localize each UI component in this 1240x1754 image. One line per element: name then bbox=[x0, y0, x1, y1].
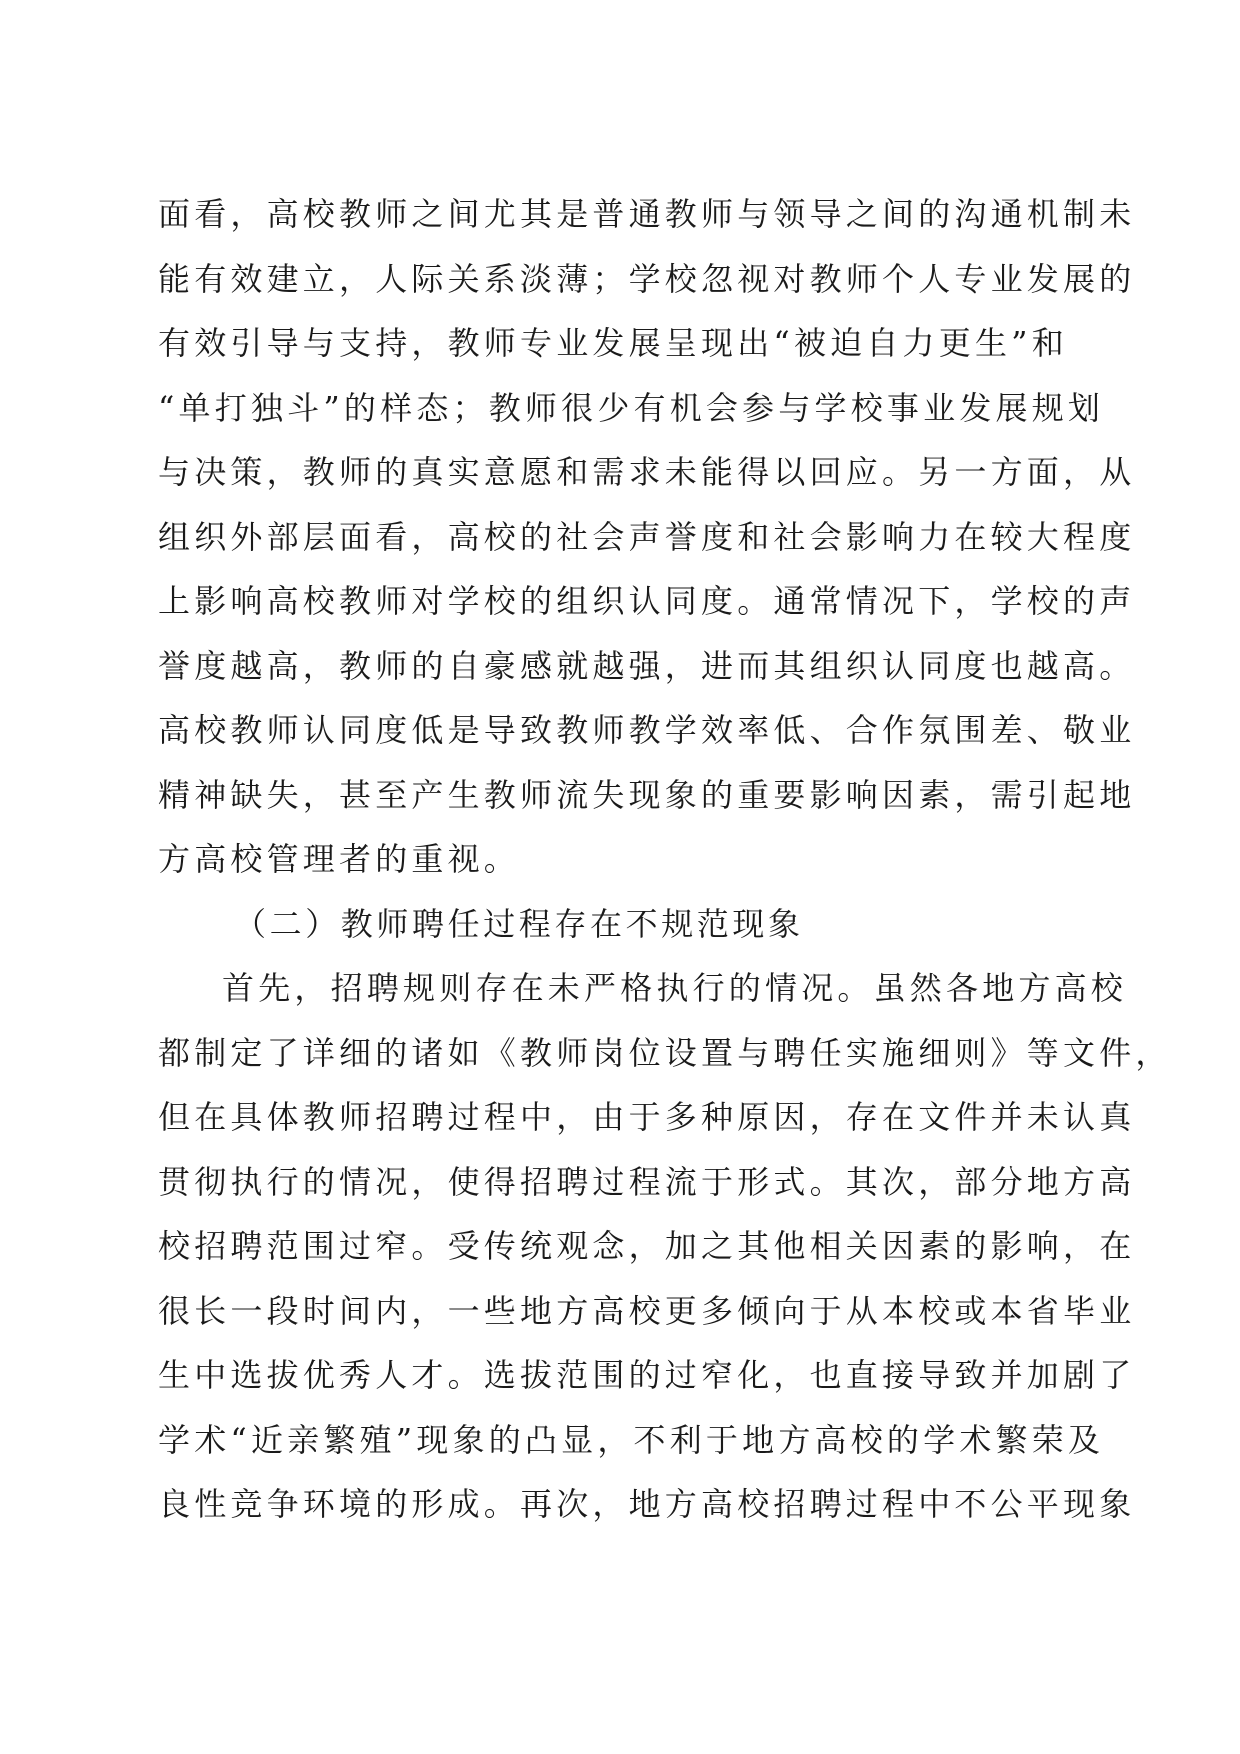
paragraph-line: 首先，招聘规则存在未严格执行的情况。虽然各地方高校 bbox=[222, 969, 1128, 1007]
paragraph-line: 能有效建立，人际关系淡薄；学校忽视对教师个人专业发展的 bbox=[158, 259, 1136, 298]
paragraph-line: 贯彻执行的情况，使得招聘过程流于形式。其次，部分地方高 bbox=[158, 1162, 1136, 1201]
paragraph-line: 有效引导与支持，教师专业发展呈现出“被迫自力更生”和 bbox=[158, 324, 1068, 362]
paragraph-line: 生中选拔优秀人才。选拔范围的过窄化，也直接导致并加剧了 bbox=[158, 1356, 1136, 1394]
paragraph-line: 高校教师认同度低是导致教师教学效率低、合作氛围差、敬业 bbox=[158, 711, 1136, 749]
paragraph-line: 校招聘范围过窄。受传统观念，加之其他相关因素的影响，在 bbox=[158, 1227, 1136, 1265]
paragraph-line: 组织外部层面看，高校的社会声誉度和社会影响力在较大程度 bbox=[158, 517, 1136, 556]
paragraph-line: 都制定了详细的诸如《教师岗位设置与聘任实施细则》等文件， bbox=[158, 1033, 1172, 1072]
paragraph-line: 面看，高校教师之间尤其是普通教师与领导之间的沟通机制未 bbox=[158, 195, 1136, 233]
section-heading: （二）教师聘任过程存在不规范现象 bbox=[234, 904, 804, 943]
paragraph-line: 但在具体教师招聘过程中，由于多种原因，存在文件并未认真 bbox=[158, 1098, 1136, 1136]
paragraph-line: 学术“近亲繁殖”现象的凸显，不利于地方高校的学术繁荣及 bbox=[158, 1420, 1105, 1459]
paragraph-line: “单打独斗”的样态；教师很少有机会参与学校事业发展规划 bbox=[158, 388, 1105, 427]
paragraph-line: 良性竞争环境的形成。再次，地方高校招聘过程中不公平现象 bbox=[158, 1485, 1136, 1523]
paragraph-line: 与决策，教师的真实意愿和需求未能得以回应。另一方面，从 bbox=[158, 453, 1136, 491]
paragraph-line: 上影响高校教师对学校的组织认同度。通常情况下，学校的声 bbox=[158, 582, 1136, 620]
paragraph-line: 誉度越高，教师的自豪感就越强，进而其组织认同度也越高。 bbox=[158, 646, 1136, 685]
paragraph-line: 很长一段时间内，一些地方高校更多倾向于从本校或本省毕业 bbox=[158, 1291, 1136, 1330]
paragraph-line: 精神缺失，甚至产生教师流失现象的重要影响因素，需引起地 bbox=[158, 775, 1136, 814]
body-text bbox=[158, 182, 1172, 1537]
paragraph-line: 方高校管理者的重视。 bbox=[158, 840, 521, 878]
